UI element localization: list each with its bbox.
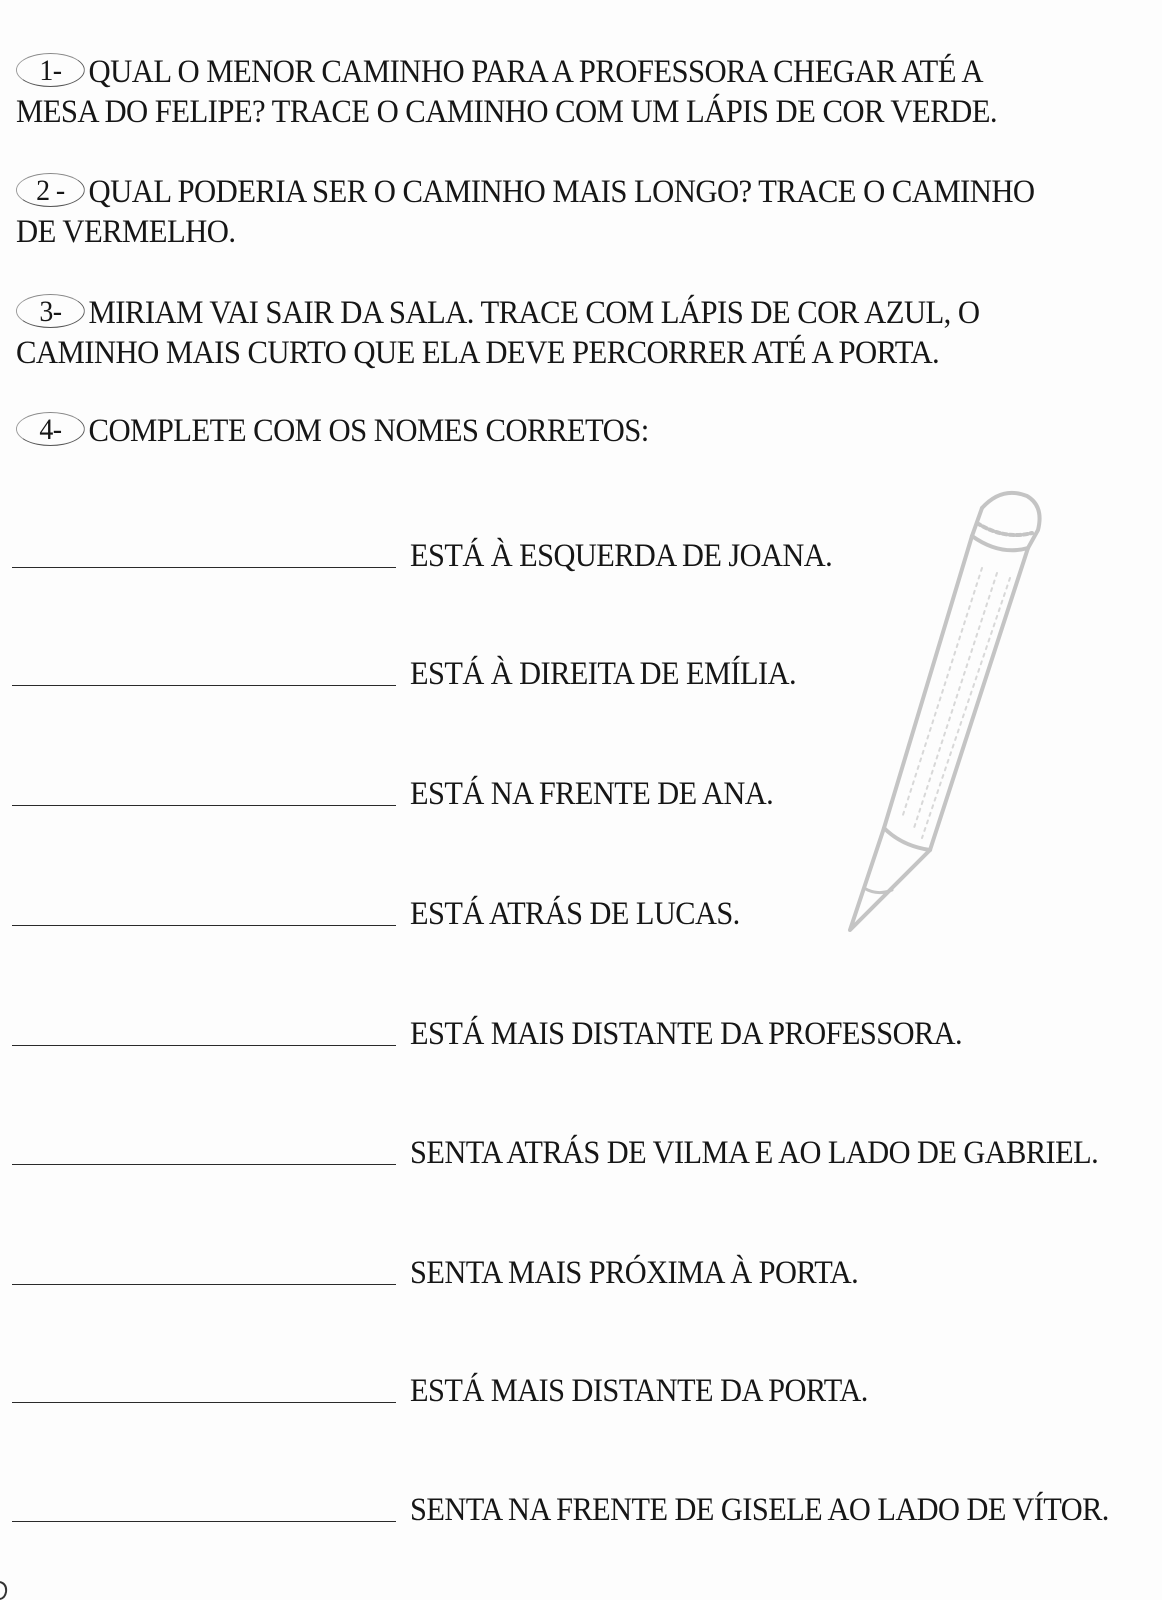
question-text: COMPLETE COM OS NOMES CORRETOS:	[88, 413, 649, 449]
fill-in-sentence: ESTÁ MAIS DISTANTE DA PORTA.	[410, 1373, 868, 1409]
question-4	[16, 411, 1048, 451]
fill-in-row	[12, 1486, 1132, 1530]
fill-in-sentence: ESTÁ À DIREITA DE EMÍLIA.	[410, 656, 796, 692]
answer-blank-line[interactable]	[12, 685, 396, 686]
corner-mark	[0, 1578, 10, 1600]
question-number-badge: 3-	[16, 294, 85, 328]
answer-blank-line[interactable]	[12, 567, 396, 568]
answer-blank-line[interactable]	[12, 1402, 396, 1403]
question-1	[16, 52, 1048, 132]
answer-blank-line[interactable]	[12, 1164, 396, 1165]
fill-in-row	[12, 1129, 1132, 1173]
fill-in-sentence: ESTÁ À ESQUERDA DE JOANA.	[410, 538, 833, 574]
answer-blank-line[interactable]	[12, 1045, 396, 1046]
fill-in-sentence: ESTÁ MAIS DISTANTE DA PROFESSORA.	[410, 1016, 963, 1052]
pencil-icon	[832, 478, 1062, 948]
question-text: MIRIAM VAI SAIR DA SALA. TRACE COM LÁPIS DE COR AZUL, O CAMINHO MAIS CURTO QUE ELA DEVE PERCORRER ATÉ A PORTA.	[16, 295, 980, 371]
answer-blank-line[interactable]	[12, 1284, 396, 1285]
fill-in-sentence: ESTÁ ATRÁS DE LUCAS.	[410, 896, 740, 932]
fill-in-row	[12, 1010, 1132, 1054]
answer-blank-line[interactable]	[12, 1521, 396, 1522]
question-number-badge: 4-	[16, 412, 85, 446]
question-number-badge: 1-	[16, 53, 85, 87]
answer-blank-line[interactable]	[12, 925, 396, 926]
fill-in-sentence: SENTA NA FRENTE DE GISELE AO LADO DE VÍTOR.	[410, 1492, 1109, 1528]
fill-in-sentence: SENTA MAIS PRÓXIMA À PORTA.	[410, 1255, 859, 1291]
fill-in-sentence: ESTÁ NA FRENTE DE ANA.	[410, 776, 774, 812]
question-text: QUAL O MENOR CAMINHO PARA A PROFESSORA CHEGAR ATÉ A MESA DO FELIPE? TRACE O CAMINHO COM UM LÁPIS DE COR VERDE.	[16, 54, 998, 130]
question-3	[16, 293, 1048, 373]
fill-in-row	[12, 1367, 1132, 1411]
fill-in-row	[12, 1249, 1132, 1293]
question-text: QUAL PODERIA SER O CAMINHO MAIS LONGO? TRACE O CAMINHO DE VERMELHO.	[16, 174, 1035, 250]
question-2	[16, 172, 1048, 252]
fill-in-sentence: SENTA ATRÁS DE VILMA E AO LADO DE GABRIEL.	[410, 1135, 1099, 1171]
question-number-badge: 2 -	[16, 173, 85, 207]
answer-blank-line[interactable]	[12, 805, 396, 806]
